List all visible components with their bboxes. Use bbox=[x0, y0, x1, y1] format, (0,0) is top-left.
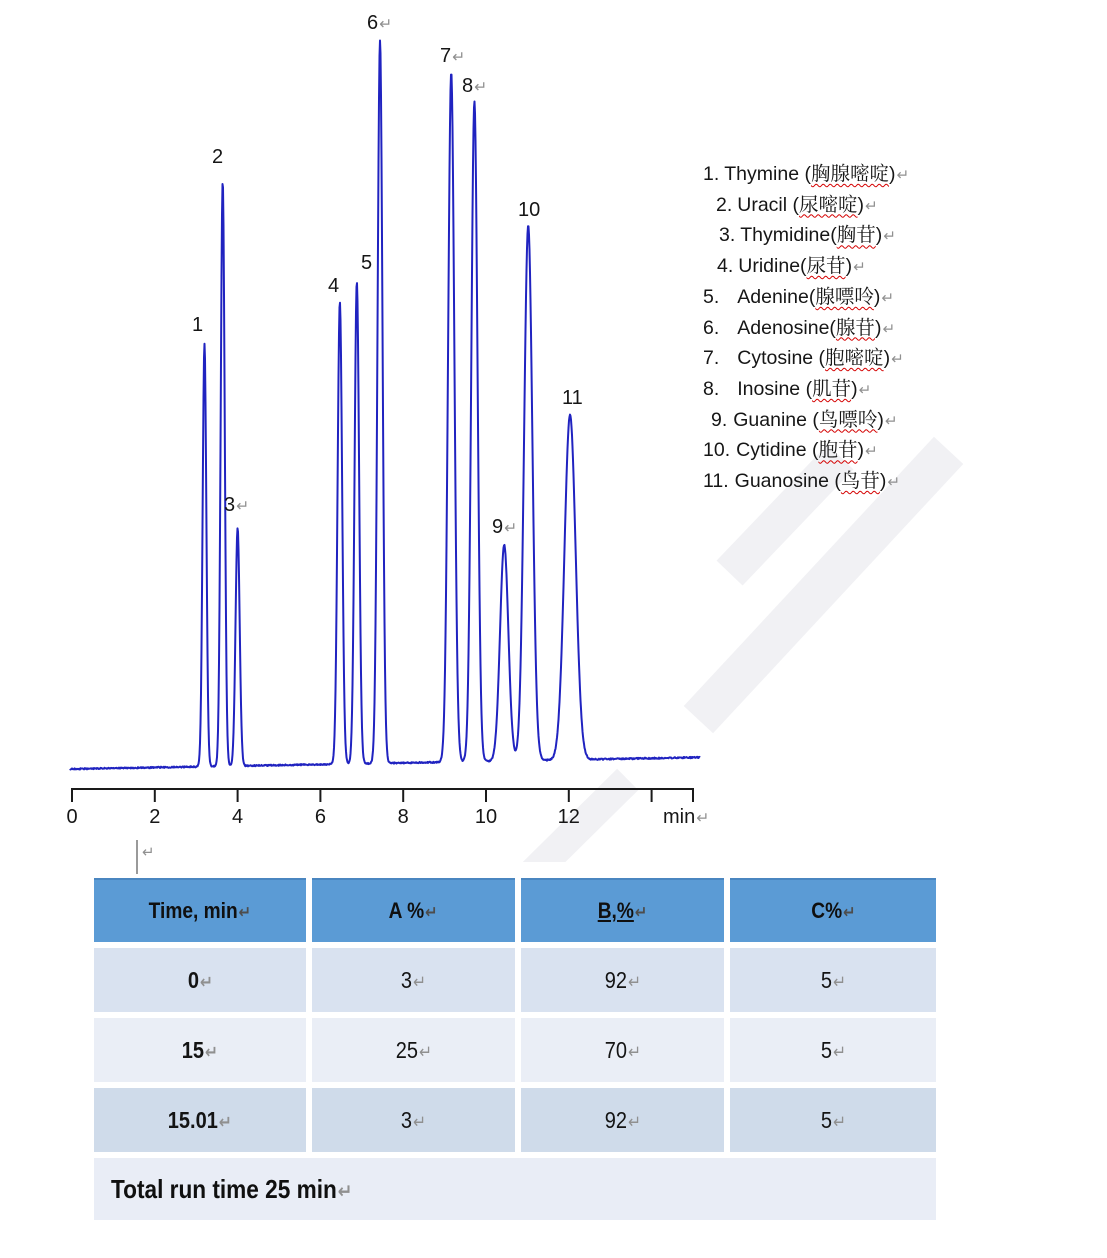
peak-number: 9 bbox=[492, 516, 504, 538]
legend-compound-name-cn: 胸腺嘧啶 bbox=[810, 163, 889, 185]
cell-value: 3 bbox=[400, 966, 413, 993]
cell-value: 92 bbox=[604, 966, 627, 993]
return-mark: ↵ bbox=[634, 902, 648, 922]
legend-item-3 bbox=[719, 221, 909, 252]
table-cell bbox=[312, 1018, 515, 1082]
x-tick-label: 10 bbox=[474, 806, 498, 828]
x-tick-label: 0 bbox=[66, 806, 78, 828]
return-mark: ↵ bbox=[412, 1111, 427, 1132]
legend-paren-close: ) bbox=[883, 347, 891, 370]
x-tick-label: 4 bbox=[232, 806, 244, 828]
return-mark: ↵ bbox=[883, 228, 896, 246]
header-text: B,% bbox=[597, 898, 634, 923]
table-cell bbox=[730, 1088, 936, 1152]
table-cell bbox=[521, 948, 724, 1012]
legend-compound-name: Adenine( bbox=[737, 285, 816, 308]
table-header-b bbox=[521, 878, 724, 942]
legend-compound-name-cn: 腺嘌呤 bbox=[815, 285, 874, 308]
legend-compound-name-cn: 尿苷 bbox=[806, 255, 846, 278]
peak-label-6 bbox=[367, 12, 392, 36]
table-header-c bbox=[730, 878, 936, 942]
return-mark: ↵ bbox=[504, 520, 518, 537]
legend-item-2 bbox=[716, 191, 909, 222]
cell-value: 15 bbox=[181, 1036, 205, 1063]
legend-compound-name: Guanosine ( bbox=[734, 470, 841, 493]
legend-item-number: 10. bbox=[703, 439, 731, 462]
legend-item-7 bbox=[703, 344, 909, 375]
legend-item-number: 7. bbox=[703, 347, 720, 370]
table-cell bbox=[312, 1088, 515, 1152]
return-mark: ↵ bbox=[887, 474, 901, 492]
return-mark: ↵ bbox=[853, 259, 866, 277]
legend-item-11 bbox=[703, 467, 909, 498]
axis-unit-label: min↵ bbox=[663, 806, 710, 828]
legend-paren-close: ) bbox=[875, 224, 883, 247]
header-text: Time, min bbox=[148, 898, 238, 923]
text-cursor-paragraph-mark bbox=[136, 840, 158, 874]
x-tick-label: 12 bbox=[557, 806, 580, 828]
legend-item-number: 8. bbox=[703, 377, 720, 400]
return-mark: ↵ bbox=[627, 1041, 641, 1062]
legend-paren-close: ) bbox=[873, 285, 881, 308]
legend-compound-name-cn: 胞嘧啶 bbox=[825, 347, 884, 370]
legend-paren-close: ) bbox=[879, 470, 887, 493]
peak-number: 3 bbox=[224, 494, 236, 516]
legend-item-number: 3. bbox=[719, 224, 736, 247]
legend-compound-name-cn: 胸苷 bbox=[836, 224, 876, 247]
legend-paren-close: ) bbox=[874, 316, 882, 339]
return-mark: ↵ bbox=[891, 351, 904, 369]
legend-compound-name: Guanine ( bbox=[733, 408, 819, 431]
return-mark: ↵ bbox=[379, 16, 393, 33]
return-mark: ↵ bbox=[627, 1111, 641, 1132]
peak-number: 8 bbox=[462, 75, 474, 97]
cell-value: 5 bbox=[820, 966, 832, 993]
table-cell bbox=[94, 948, 306, 1012]
return-mark: ↵ bbox=[412, 971, 427, 992]
legend-item-9 bbox=[711, 406, 909, 437]
cell-value: 15.01 bbox=[167, 1106, 219, 1133]
return-mark: ↵ bbox=[842, 902, 856, 922]
peak-label-11 bbox=[562, 387, 583, 410]
return-mark: ↵ bbox=[865, 443, 878, 461]
chromatogram-trace bbox=[70, 40, 700, 769]
legend-item-number: 9. bbox=[711, 408, 728, 431]
peak-label-8 bbox=[462, 75, 487, 99]
return-mark: ↵ bbox=[865, 197, 878, 215]
peak-label-4 bbox=[328, 275, 339, 298]
peak-number: 1 bbox=[192, 314, 204, 336]
return-mark: ↵ bbox=[882, 320, 896, 338]
return-mark: ↵ bbox=[832, 971, 846, 992]
legend-compound-name-cn: 鸟苷 bbox=[840, 470, 880, 493]
peak-legend bbox=[700, 160, 909, 498]
legend-item-4 bbox=[717, 252, 909, 283]
peak-label-2 bbox=[212, 146, 223, 169]
table-cell bbox=[730, 948, 936, 1012]
legend-compound-name-cn: 腺苷 bbox=[835, 316, 875, 339]
cell-value: 5 bbox=[820, 1106, 832, 1133]
x-tick-label: 8 bbox=[397, 806, 409, 828]
total-run-time-text: Total run time 25 min bbox=[111, 1173, 337, 1204]
return-mark: ↵ bbox=[218, 1111, 233, 1132]
table-header-time bbox=[94, 878, 306, 942]
legend-compound-name: Uracil ( bbox=[737, 193, 800, 216]
legend-compound-name-cn: 肌苷 bbox=[812, 377, 852, 400]
legend-paren-close: ) bbox=[845, 255, 853, 278]
return-mark: ↵ bbox=[452, 49, 466, 66]
legend-item-number: 5. bbox=[703, 285, 720, 308]
cell-value: 3 bbox=[400, 1106, 413, 1133]
peak-number: 5 bbox=[361, 252, 373, 274]
legend-item-number: 11. bbox=[703, 470, 729, 493]
return-mark: ↵ bbox=[696, 810, 710, 827]
legend-compound-name: Thymine ( bbox=[724, 163, 811, 185]
cell-value: 0 bbox=[187, 966, 199, 993]
peak-label-10 bbox=[518, 199, 540, 222]
legend-item-10 bbox=[703, 436, 909, 467]
peak-label-7 bbox=[440, 45, 465, 69]
table-row bbox=[94, 1018, 936, 1082]
return-mark: ↵ bbox=[474, 79, 488, 96]
legend-item-number: 1. bbox=[703, 163, 720, 185]
return-mark: ↵ bbox=[425, 902, 438, 922]
x-tick-label: 6 bbox=[314, 806, 326, 828]
return-mark: ↵ bbox=[199, 971, 213, 992]
legend-paren-close: ) bbox=[857, 439, 864, 462]
peak-label-9 bbox=[492, 516, 517, 540]
return-mark: ↵ bbox=[884, 412, 898, 430]
cell-value: 92 bbox=[604, 1106, 627, 1133]
peak-number: 10 bbox=[518, 199, 541, 221]
return-mark: ↵ bbox=[896, 167, 910, 184]
legend-compound-name: Thymidine( bbox=[740, 224, 837, 247]
return-mark: ↵ bbox=[832, 1041, 846, 1062]
legend-paren-close: ) bbox=[857, 193, 865, 216]
peak-number: 11 bbox=[562, 387, 583, 409]
legend-paren-close: ) bbox=[877, 408, 884, 431]
cell-value: 5 bbox=[820, 1036, 832, 1063]
legend-compound-name-cn: 胞苷 bbox=[818, 439, 858, 462]
table-cell bbox=[521, 1018, 724, 1082]
legend-item-8 bbox=[703, 375, 909, 406]
cell-value: 25 bbox=[395, 1036, 418, 1063]
peak-label-1 bbox=[192, 314, 203, 337]
table-row bbox=[94, 948, 936, 1012]
legend-compound-name: Adenosine( bbox=[737, 316, 836, 339]
peak-number: 2 bbox=[212, 146, 224, 168]
gradient-table-header-row bbox=[94, 878, 936, 942]
legend-compound-name-cn: 尿嘧啶 bbox=[799, 193, 858, 216]
return-mark: ↵ bbox=[627, 971, 641, 992]
peak-number: 6 bbox=[367, 12, 379, 34]
table-cell bbox=[521, 1088, 724, 1152]
gradient-table-body bbox=[94, 948, 936, 1152]
return-mark: ↵ bbox=[205, 1041, 219, 1062]
legend-compound-name-cn: 鸟嘌呤 bbox=[818, 408, 878, 431]
peak-number: 4 bbox=[328, 275, 340, 297]
legend-compound-name: Cytosine ( bbox=[737, 347, 826, 370]
x-tick-label: 2 bbox=[149, 806, 161, 828]
return-mark: ↵ bbox=[337, 1180, 353, 1203]
legend-item-number: 6. bbox=[703, 316, 720, 339]
legend-paren-close: ) bbox=[888, 163, 896, 185]
legend-compound-name: Inosine ( bbox=[737, 377, 813, 400]
header-text: A % bbox=[389, 898, 425, 923]
header-text: C% bbox=[810, 898, 842, 923]
cell-value: 70 bbox=[604, 1036, 627, 1063]
return-mark: ↵ bbox=[142, 844, 155, 861]
return-mark: ↵ bbox=[238, 902, 252, 922]
table-header-a bbox=[312, 878, 515, 942]
return-mark: ↵ bbox=[832, 1111, 846, 1132]
table-cell bbox=[94, 1088, 306, 1152]
legend-compound-name: Uridine( bbox=[738, 255, 807, 278]
legend-paren-close: ) bbox=[851, 377, 858, 400]
gradient-table-footer bbox=[94, 1158, 936, 1220]
table-cell bbox=[94, 1018, 306, 1082]
legend-item-number: 2. bbox=[716, 193, 733, 216]
legend-item-5 bbox=[703, 283, 909, 314]
peak-label-3 bbox=[224, 494, 249, 518]
legend-compound-name: Cytidine ( bbox=[736, 439, 819, 462]
legend-item-1 bbox=[703, 160, 909, 191]
table-cell bbox=[312, 948, 515, 1012]
legend-item-number: 4. bbox=[717, 255, 734, 278]
return-mark: ↵ bbox=[881, 289, 895, 307]
return-mark: ↵ bbox=[858, 381, 872, 399]
peak-number: 7 bbox=[440, 45, 452, 67]
return-mark: ↵ bbox=[236, 498, 250, 515]
peak-label-5 bbox=[361, 252, 372, 275]
table-row bbox=[94, 1088, 936, 1152]
table-cell bbox=[730, 1018, 936, 1082]
return-mark: ↵ bbox=[418, 1041, 432, 1062]
legend-item-6 bbox=[703, 314, 909, 345]
gradient-table bbox=[94, 878, 936, 1220]
watermark-stroke bbox=[712, 465, 935, 705]
